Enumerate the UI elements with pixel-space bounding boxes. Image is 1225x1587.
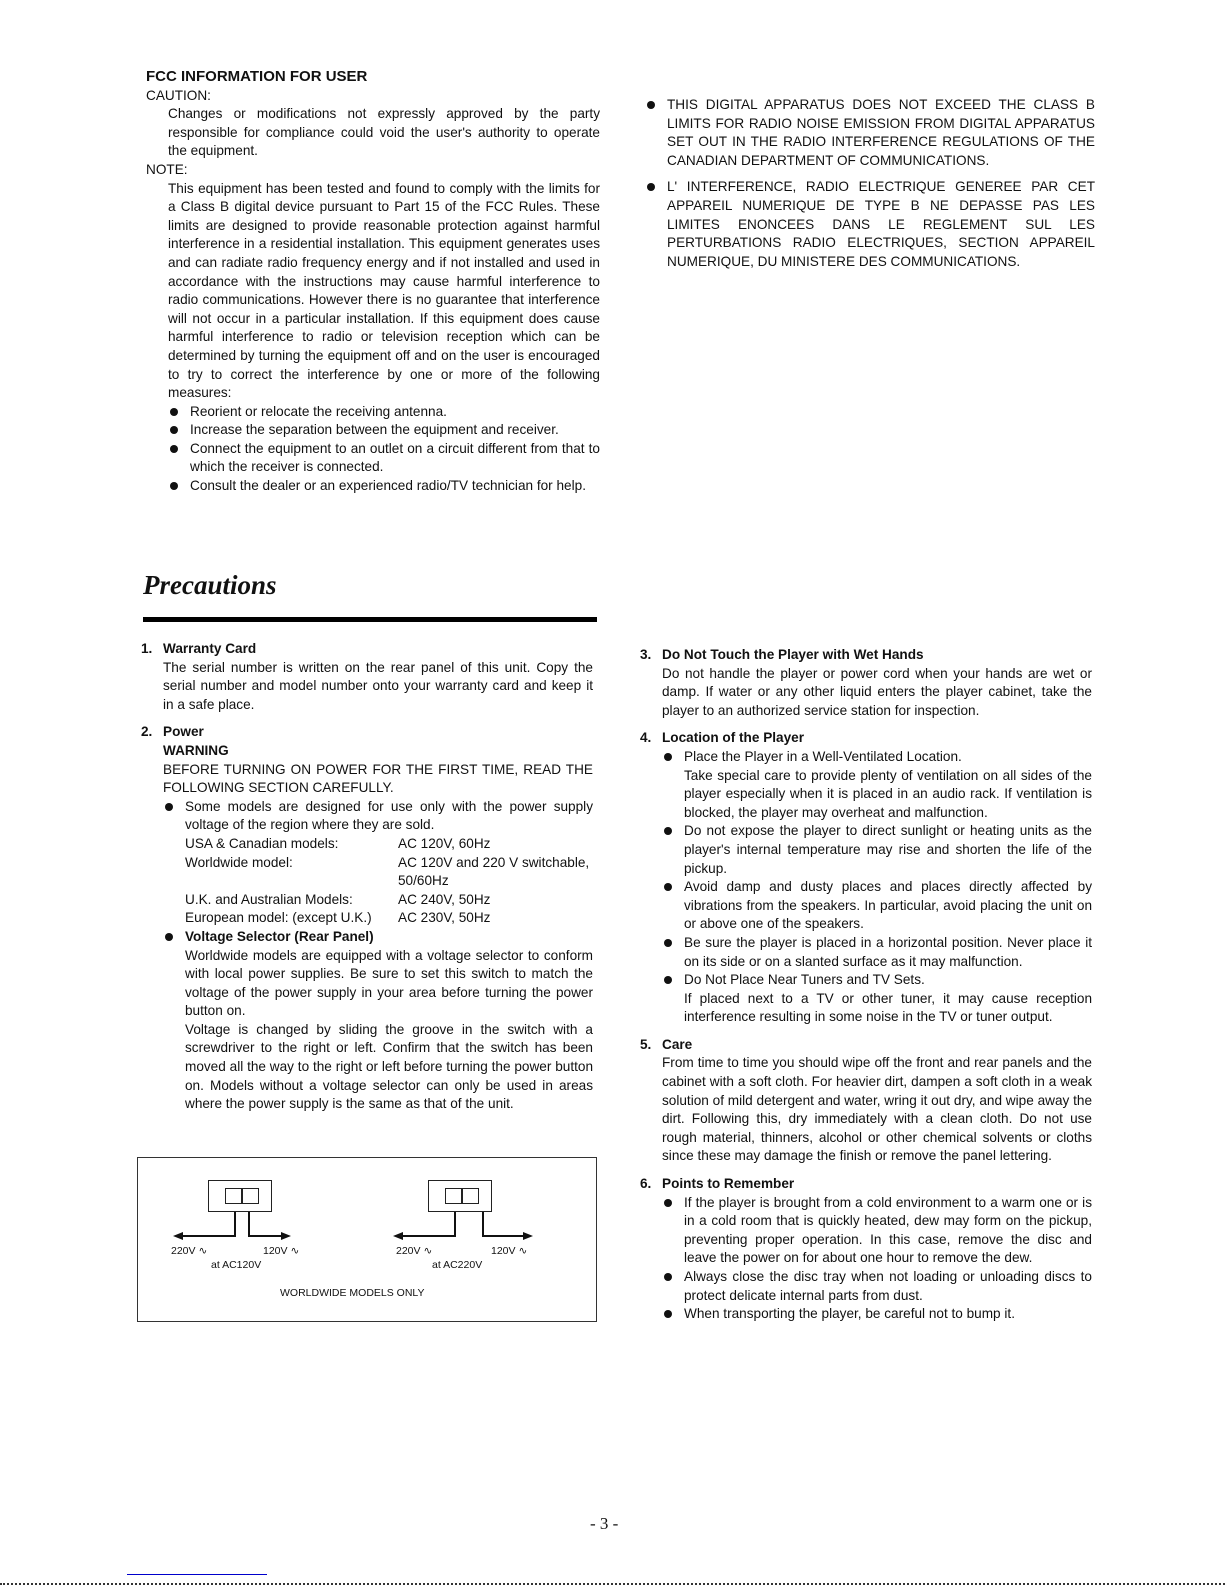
note-label: NOTE: <box>146 161 188 177</box>
section-title: Warranty Card <box>163 641 257 656</box>
section-warranty: 1. Warranty Card The serial number is written on the rear panel of this unit. Copy the serial number and model number onto your warranty card and keep it in a safe place. <box>163 640 593 714</box>
diagram-caption: WORLDWIDE MODELS ONLY <box>280 1287 425 1299</box>
section-title: Points to Remember <box>662 1176 795 1192</box>
bullet-icon <box>647 183 655 191</box>
fcc-bullet: Reorient or relocate the receiving antenna. <box>168 403 600 422</box>
notice-english: THIS DIGITAL APPARATUS DOES NOT EXCEED THE CLASS B LIMITS FOR RADIO NOISE EMISSION FROM DIGITAL APPARATUS SET OUT IN THE RADIO INTERFERENCE REGULATIONS OF THE CANADIAN DEPARTMENT OF COMMUNICATIONS. <box>645 96 1095 170</box>
bullet-icon <box>170 482 178 490</box>
fcc-bullet: Connect the equipment to an outlet on a circuit different from that to which the receiver is connected. <box>168 440 600 477</box>
page-number: - 3 - <box>590 1514 619 1533</box>
bottom-rule <box>0 1583 1225 1587</box>
location-bullet: Place the Player in a Well-Ventilated Location. Take special care to provide plenty of ventilation on all sides of the player especially when it is placed in an audio rack. If ventilation is blocked, the player may overheat and malfunction. <box>662 748 1092 822</box>
switch-icon <box>428 1180 492 1212</box>
canada-notices <box>645 96 1095 271</box>
bullet-icon <box>647 101 655 109</box>
bullet-icon <box>664 753 672 761</box>
location-bullet: Do Not Place Near Tuners and TV Sets. If placed next to a TV or other tuner, it may cause reception interference resulting in some noise in the TV or tuner output. <box>662 971 1092 1027</box>
location-bullet: Be sure the player is placed in a horizontal position. Never place it on its side or on a slanted surface as it may malfunction. <box>662 934 1092 971</box>
caution-text: Changes or modifications not expressly approved by the party responsible for compliance could void the user's authority to operate the equipment. <box>168 106 600 159</box>
fcc-bullet: Consult the dealer or an experienced radio/TV technician for help. <box>168 477 600 496</box>
section-points: 6. Points to Remember If the player is brought from a cold environment to a warm one or is in a cold room that is quickly heated, dew may form on the pickup, preventing proper operation. In this case, remove the disc and leave the power on for about one hour to remove the dew. Always close the disc tray when not loading or unloading discs to protect delicate internal parts from dust. When transporting the player, be careful not to bump it. <box>662 1175 1092 1324</box>
bullet-icon <box>170 426 178 434</box>
bullet-icon <box>165 803 173 811</box>
notice-french: L' INTERFERENCE, RADIO ELECTRIQUE GENEREE PAR CET APPAREIL NUMERIQUE DE TYPE B NE DEPASSE PAS LES LIMITES ENONCEES DANS LE REGLEMENT SUL LES PERTURBATIONS RADIO ELECTRIQUES, SECTION APPAREIL NUMERIQUE, DU MINISTERE DES COMMUNICATIONS. <box>645 178 1095 271</box>
section-title: Power <box>163 724 204 740</box>
title-rule <box>143 617 597 622</box>
section-care: 5. Care From time to time you should wipe off the front and rear panels and the cabinet with a soft cloth. For heavier dirt, dampen a soft cloth in a weak solution of mild detergent and water, wring it out dry, and wipe away the dirt. Following this, dry immediately with a clean cloth. Do not use rough material, thinners, alcohol or other chemical solvents or cloths since these may damage the finish or remove the panel lettering. <box>640 1036 1092 1164</box>
bullet-icon <box>664 939 672 947</box>
warning-label: WARNING <box>163 742 229 758</box>
caution-label: CAUTION: <box>146 87 211 103</box>
bullet-icon <box>664 827 672 835</box>
fcc-title: FCC INFORMATION FOR USER <box>146 68 368 85</box>
arrows-icon <box>393 1212 543 1242</box>
section-title: Location of the Player <box>662 730 805 746</box>
power-bullet: Some models are designed for use only with the power supply voltage of the region where they are sold. <box>163 798 593 835</box>
switch-icon <box>208 1180 272 1212</box>
points-bullet: When transporting the player, be careful not to bump it. <box>662 1305 1092 1324</box>
points-bullet: Always close the disc tray when not loading or unloading discs to protect delicate internal parts from dust. <box>662 1268 1092 1305</box>
voltage-specs: USA & Canadian models: AC 120V, 60Hz Worldwide model: AC 120V and 220 V switchable, 50/60Hz U.K. and Australian Models: AC 240V, 50Hz European model: (except U.K.) AC 230V, 50Hz <box>185 835 590 926</box>
left-precautions <box>141 640 593 1114</box>
note-text: This equipment has been tested and found to comply with the limits for a Class B digital device pursuant to Part 15 of the FCC Rules. These limits are designed to provide reasonable protection against harmful interference in a residential installation. This equipment generates uses and can radiate radio frequency energy and if not installed and used in accordance with the instructions may cause harmful interference to radio communications. However there is no guarantee that interference will not occur in a particular installation. If this equipment does cause harmful interference to radio or television reception which can be determined by turning the equipment off and on the user is encouraged to try to correct the interference by one or more of the following measures: <box>168 180 600 401</box>
bullet-icon <box>664 1273 672 1281</box>
points-bullet: If the player is brought from a cold environment to a warm one or is in a cold room that is quickly heated, dew may form on the pickup, preventing proper operation. In this case, remove the disc and leave the power on for about one hour to remove the dew. <box>662 1194 1092 1268</box>
bullet-icon <box>664 1310 672 1318</box>
location-bullet: Do not expose the player to direct sunlight or heating units as the player's internal temperature may rise and shorten the life of the pickup. <box>662 822 1092 878</box>
bullet-icon <box>664 976 672 984</box>
bullet-icon <box>165 933 173 941</box>
section-title: Care <box>662 1036 693 1052</box>
bullet-icon <box>170 408 178 416</box>
blue-rule <box>127 1574 267 1575</box>
voltage-selector-bullet: Voltage Selector (Rear Panel) Worldwide models are equipped with a voltage selector to conform with local power supplies. Be sure to set this switch to match the voltage of the power supply in your area before turning the power button on. Voltage is changed by sliding the groove in the switch with a screwdriver to the right or left. Confirm that the switch has been moved all the way to the right or left before turning the power button on. Models without a voltage selector can only be used in areas where the power supply is the same as that of the unit. <box>163 928 593 1114</box>
bullet-icon <box>664 883 672 891</box>
bullet-icon <box>170 445 178 453</box>
precautions-title: Precautions <box>143 570 277 600</box>
section-title: Do Not Touch the Player with Wet Hands <box>662 647 924 662</box>
bullet-icon <box>664 1199 672 1207</box>
section-location: 4. Location of the Player Place the Player in a Well-Ventilated Location. Take special care to provide plenty of ventilation on all sides of the player especially when it is placed in an audio rack. If ventilation is blocked, the player may overheat and malfunction. Do not expose the player to direct sunlight or heating units as the player's internal temperature may rise and shorten the life of the pickup. Avoid damp and dusty places and places directly affected by vibrations from the speakers. In particular, avoid placing the unit on or above one of the speakers. Be sure the player is placed in a horizontal position. Never place it on its side or on a slanted surface as it may malfunction. Do Not Place Near Tuners and TV Sets. If placed next to a TV or other tuner, it may cause reception interference resulting in some noise in the TV or tuner output. <box>662 729 1092 1027</box>
warning-text: BEFORE TURNING ON POWER FOR THE FIRST TIME, READ THE FOLLOWING SECTION CAREFULLY. <box>163 761 593 796</box>
right-precautions <box>640 646 1092 1324</box>
arrows-icon <box>173 1212 293 1242</box>
fcc-section <box>146 68 600 496</box>
fcc-bullet: Increase the separation between the equipment and receiver. <box>168 421 600 440</box>
section-power: 2. Power WARNING BEFORE TURNING ON POWER FOR THE FIRST TIME, READ THE FOLLOWING SECTION CAREFULLY. Some models are designed for use only with the power supply voltage of the region where they are sold. USA & Canadian models: AC 120V, 60Hz Worldwide model: AC 120V and 220 V switchable, 50/60Hz U.K. and Australian Models: AC 240V, 50Hz European model: (except U.K.) AC 230V, 50Hz Voltage Selector (Rear Panel) Worldwide models are equipped with a voltage selector to conform with local power supplies. Be sure to set this switch to match the voltage of the power supply in your area before turning the power button on. Voltage is changed by sliding the groove in the switch with a screwdriver to the right or left. Confirm that the switch has been moved all the way to the right or left before turning the power button on. Models without a voltage selector can only be used in areas where the power supply is the same as that of the unit. <box>163 723 593 1113</box>
voltage-selector-diagram: 220V ∿ 120V ∿ at AC120V 220V ∿ 120V ∿ at AC220V WORLDWIDE MODELS ONLY <box>137 1157 597 1322</box>
section-text: The serial number is written on the rear panel of this unit. Copy the serial number and model number onto your warranty card and keep it in a safe place. <box>163 659 593 712</box>
section-wet-hands: 3. Do Not Touch the Player with Wet Hands Do not handle the player or power cord when your hands are wet or damp. If water or any other liquid enters the player cabinet, take the player to an authorized service station for inspection. <box>640 647 1092 718</box>
location-bullet: Avoid damp and dusty places and places directly affected by vibrations from the speakers. In particular, avoid placing the unit on or above one of the speakers. <box>662 878 1092 934</box>
